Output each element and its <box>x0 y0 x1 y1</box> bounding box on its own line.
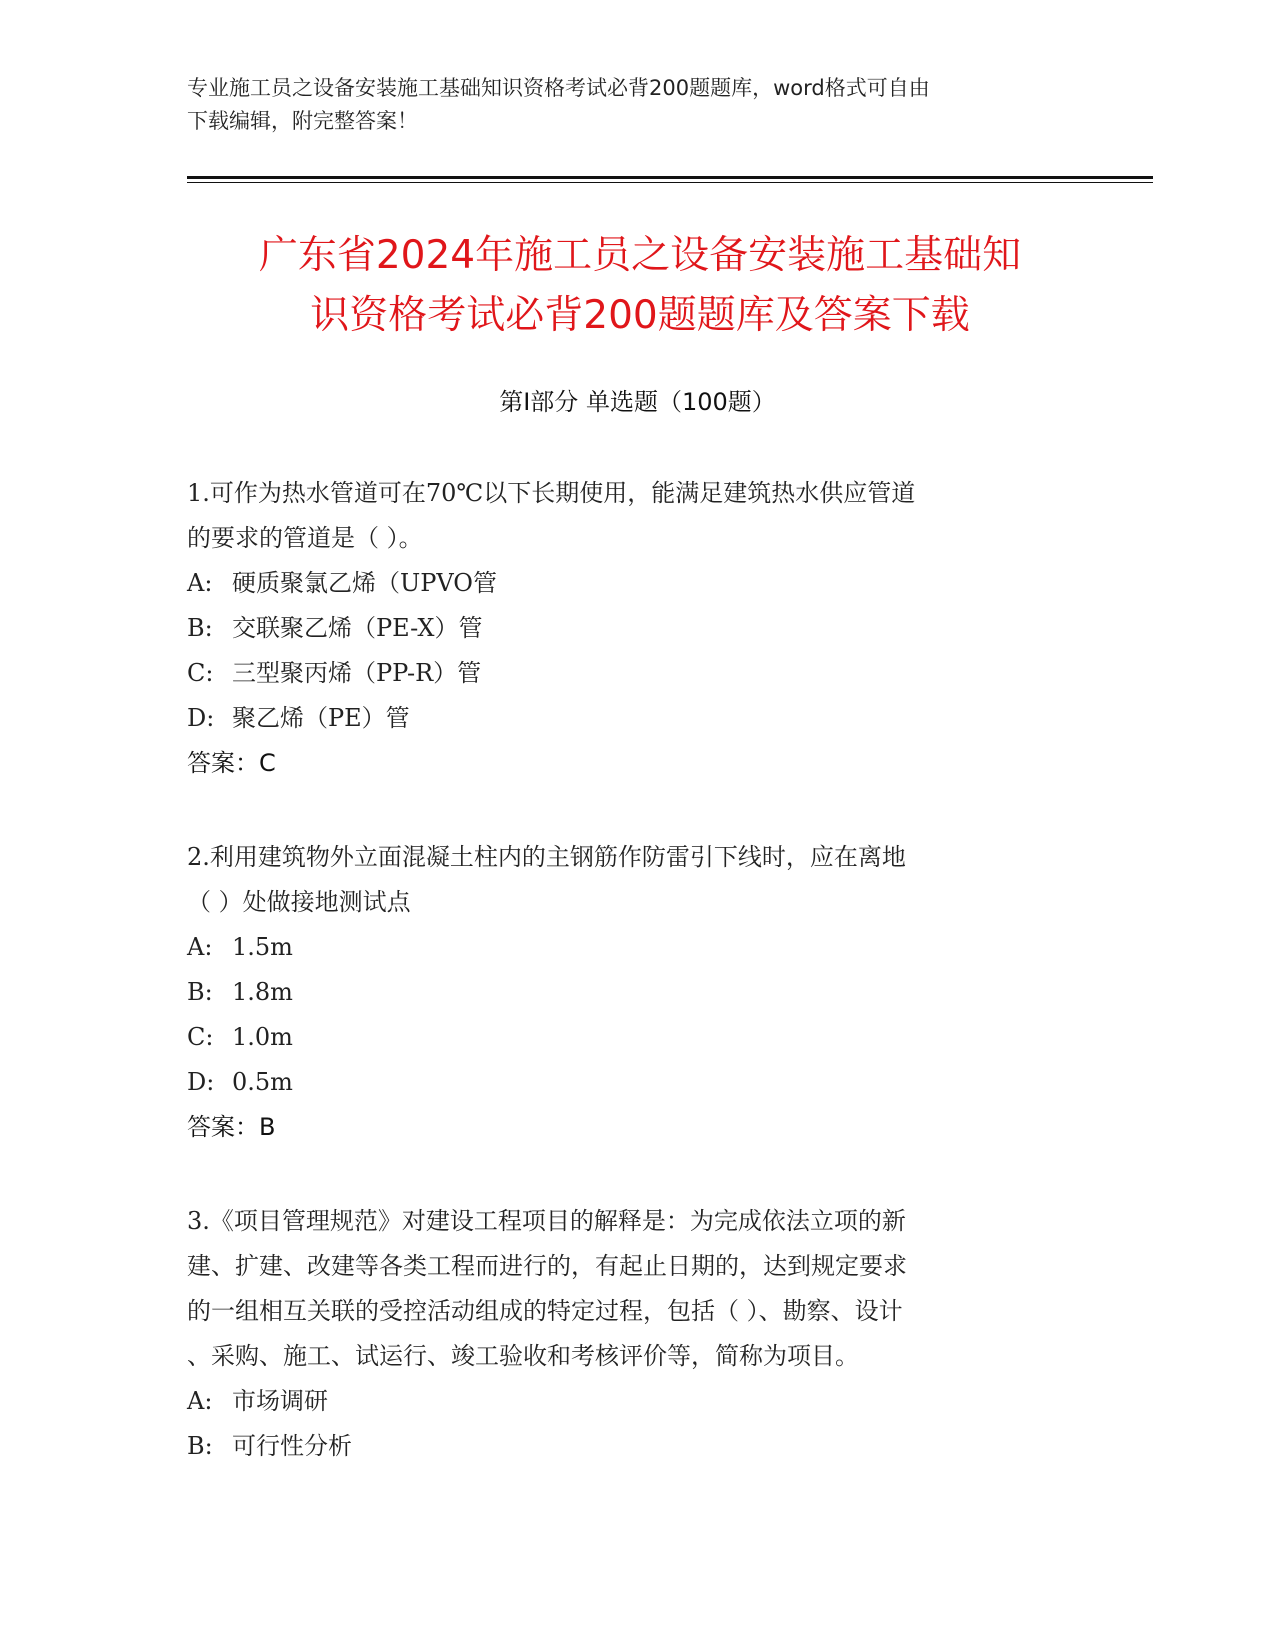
question-stem <box>187 835 1087 925</box>
option-c <box>187 1015 1087 1060</box>
option-text: 0.5m <box>232 1068 293 1096</box>
question-stem-line: 2.利用建筑物外立面混凝土柱内的主钢筋作防雷引下线时，应在离地 <box>187 843 906 871</box>
option-text: 聚乙烯（PE）管 <box>232 704 410 732</box>
question-stem-line: 3.《项目管理规范》对建设工程项目的解释是：为完成依法立项的新 <box>187 1207 906 1235</box>
option-letter: A: <box>187 933 213 961</box>
question-stem-line: 的要求的管道是（ ）。 <box>187 524 423 552</box>
document-title <box>160 226 1120 346</box>
question-stem-line: （ ）处做接地测试点 <box>187 888 411 916</box>
option-a <box>187 925 1087 970</box>
option-d <box>187 1060 1087 1105</box>
option-letter: A: <box>187 569 213 597</box>
header-note-line: 专业施工员之设备安装施工基础知识资格考试必背200题题库，word格式可自由 <box>187 76 930 100</box>
option-letter: B: <box>187 978 213 1006</box>
question-3 <box>187 1199 1087 1469</box>
question-stem-line: 、采购、施工、试运行、竣工验收和考核评价等，简称为项目。 <box>187 1342 859 1370</box>
option-a <box>187 1379 1087 1424</box>
question-stem-line: 1.可作为热水管道可在70℃以下长期使用，能满足建筑热水供应管道 <box>187 479 916 507</box>
question-stem <box>187 1199 1087 1379</box>
option-c <box>187 651 1087 696</box>
option-text: 三型聚丙烯（PP-R）管 <box>232 659 482 687</box>
option-text: 1.5m <box>232 933 293 961</box>
option-b <box>187 606 1087 651</box>
option-letter: C: <box>187 1023 214 1051</box>
question-stem-line: 建、扩建、改建等各类工程而进行的，有起止日期的，达到规定要求 <box>187 1252 907 1280</box>
header-note <box>187 72 1087 138</box>
option-text: 硬质聚氯乙烯（UPVO管 <box>232 569 497 597</box>
option-text: 交联聚乙烯（PE-X）管 <box>232 614 483 642</box>
option-text: 市场调研 <box>232 1387 328 1415</box>
option-a <box>187 561 1087 606</box>
section-heading: 第Ⅰ部分 单选题（100题） <box>499 388 776 416</box>
option-letter: D: <box>187 704 215 732</box>
option-text: 1.0m <box>232 1023 293 1051</box>
document-title-line: 广东省2024年施工员之设备安装施工基础知 <box>258 233 1022 278</box>
option-letter: C: <box>187 659 214 687</box>
document-title-line: 识资格考试必背200题题库及答案下载 <box>310 293 970 338</box>
header-note-line: 下载编辑，附完整答案！ <box>187 109 418 133</box>
option-d <box>187 696 1087 741</box>
option-b <box>187 970 1087 1015</box>
option-letter: B: <box>187 614 213 642</box>
option-letter: A: <box>187 1387 213 1415</box>
header-divider-thin <box>187 182 1153 183</box>
question-1 <box>187 471 1087 786</box>
answer-line: 答案：B <box>187 1113 276 1141</box>
answer-line: 答案：C <box>187 749 276 777</box>
option-text: 1.8m <box>232 978 293 1006</box>
header-divider-thick <box>187 176 1153 179</box>
option-letter: D: <box>187 1068 215 1096</box>
option-text: 可行性分析 <box>232 1432 352 1460</box>
question-stem <box>187 471 1087 561</box>
question-stem-line: 的一组相互关联的受控活动组成的特定过程，包括（ ）、勘察、设计 <box>187 1297 903 1325</box>
option-b <box>187 1424 1087 1469</box>
question-2 <box>187 835 1087 1150</box>
option-letter: B: <box>187 1432 213 1460</box>
